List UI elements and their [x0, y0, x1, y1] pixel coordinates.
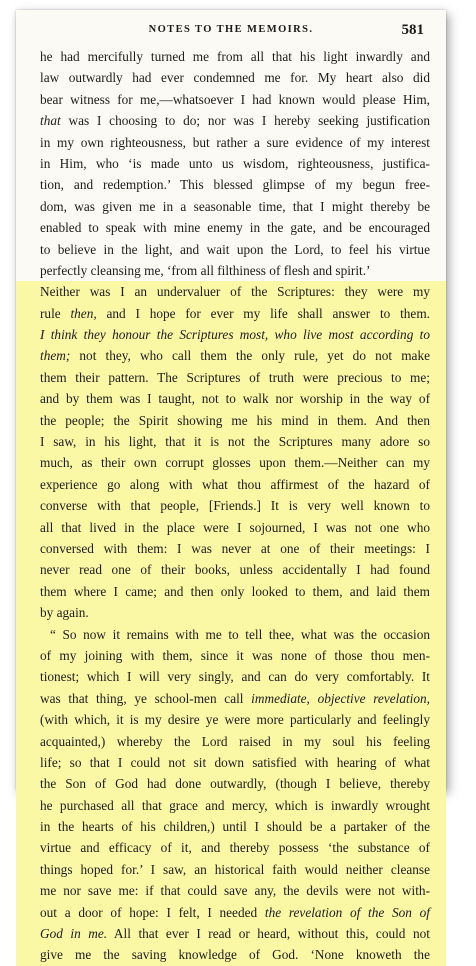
- italic-text: then,: [70, 305, 97, 321]
- text-line: [16, 89, 446, 110]
- text-segment: law outwardly had ever condemned me for. My heart also did: [40, 70, 430, 86]
- highlighted-text-line: [16, 602, 446, 623]
- text-segment: “ So now it remains with me to tell thee, what was the occasion: [50, 626, 430, 642]
- highlighted-text-line: [16, 645, 446, 666]
- header-title: NOTES TO THE MEMOIRS.: [148, 24, 314, 35]
- italic-text: that: [40, 113, 61, 129]
- highlighted-text-line: [16, 452, 446, 473]
- text-segment: never read one of their books, unless accidentally I had found: [40, 562, 430, 578]
- text-segment: Neither was I an undervaluer of the Scriptures: they were my: [40, 284, 430, 300]
- text-segment: bear witness for me,—whatsoever I had known would please Him,: [40, 91, 430, 107]
- highlighted-text-line: [16, 581, 446, 602]
- text-body: [16, 46, 446, 966]
- highlighted-text-line: [16, 709, 446, 730]
- highlighted-text-line: [16, 345, 446, 366]
- text-segment: converse with that people, [Friends.] It is very well known to: [40, 498, 430, 514]
- text-segment: and I hope for ever my life shall answer to them.: [96, 305, 430, 321]
- text-segment: All that ever I read or heard, without this, could not: [107, 926, 430, 942]
- text-segment: life; so that I could not sit down satisfied with hearing of what: [40, 754, 430, 770]
- text-segment: I saw, in his light, that it is not the Scriptures many adore so: [40, 434, 430, 450]
- highlighted-text-line: [16, 410, 446, 431]
- text-line: [16, 196, 446, 217]
- highlighted-text-line: [16, 624, 446, 645]
- italic-text: God in me.: [40, 926, 108, 942]
- text-segment: tion, and redemption.’ This blessed glimpse of my begun free-: [40, 177, 430, 193]
- text-segment: all that lived in the place were I sojourned, I was not one who: [40, 519, 430, 535]
- italic-text: immediate, objective revelation,: [251, 690, 430, 706]
- text-segment: not they, who call them the only rule, yet do not make: [70, 348, 430, 364]
- highlighted-text-line: [16, 474, 446, 495]
- text-line: [16, 260, 446, 281]
- text-segment: me nor save me: if that could save any, the devils were not with-: [40, 883, 430, 899]
- highlighted-text-line: [16, 559, 446, 580]
- page-number: 581: [401, 22, 424, 38]
- highlighted-text-line: [16, 495, 446, 516]
- highlighted-text-line: [16, 666, 446, 687]
- text-segment: the people; the Spirit showing me his mind in them. And then: [40, 412, 430, 428]
- text-line: [16, 110, 446, 131]
- highlighted-text-line: [16, 923, 446, 944]
- text-segment: in my own righteousness, but rather a sure evidence of my interest: [40, 134, 430, 150]
- text-line: [16, 239, 446, 260]
- text-line: [16, 153, 446, 174]
- highlighted-text-line: [16, 816, 446, 837]
- text-segment: by again.: [40, 605, 89, 621]
- text-segment: of my joining with them, since it was none of those thou men-: [40, 647, 430, 663]
- text-segment: them their pattern. The Scriptures of truth were precious to me;: [40, 369, 430, 385]
- running-header: [16, 24, 446, 40]
- italic-text: them;: [40, 348, 71, 364]
- text-line: [16, 174, 446, 195]
- text-segment: dom, was given me in a seasonable time, that I might thereby be: [40, 198, 430, 214]
- highlighted-text-line: [16, 303, 446, 324]
- text-segment: was I choosing to do; nor was I hereby seeking justification: [60, 113, 430, 129]
- highlighted-text-line: [16, 388, 446, 409]
- text-segment: in Him, who ‘is made unto us wisdom, righteousness, justifica-: [40, 155, 430, 171]
- text-line: [16, 217, 446, 238]
- book-page: [16, 10, 446, 963]
- text-segment: virtue and efficacy of it, and thereby possess ‘the substance of: [40, 840, 430, 856]
- text-segment: acquainted,) whereby the Lord raised in my soul his feeling: [40, 733, 430, 749]
- highlighted-text-line: [16, 281, 446, 302]
- text-line: [16, 132, 446, 153]
- text-segment: give me the saving knowledge of God. ‘None knoweth the: [40, 947, 430, 963]
- highlighted-text-line: [16, 859, 446, 880]
- highlighted-text-line: [16, 517, 446, 538]
- highlighted-text-line: [16, 795, 446, 816]
- text-segment: in the hearts of his children,) until I should be a partaker of the: [40, 819, 430, 835]
- text-segment: was that thing, ye school-men call: [40, 690, 252, 706]
- italic-text: I think they honour the Scriptures most, who live most according to: [40, 327, 430, 343]
- highlighted-text-line: [16, 773, 446, 794]
- highlighted-text-line: [16, 731, 446, 752]
- text-segment: the Son of God had done outwardly, (though I believe, thereby: [40, 776, 430, 792]
- text-segment: them where I came; and then only looked to them, and laid them: [40, 583, 430, 599]
- text-segment: (with which, it is my desire ye were more particularly and feelingly: [40, 712, 430, 728]
- highlighted-text-line: [16, 837, 446, 858]
- text-segment: tionest; which I will very singly, and can do very comfortably. It: [40, 669, 430, 685]
- text-segment: things hoped for.’ I saw, an historical faith would neither cleanse: [40, 861, 430, 877]
- text-segment: much, as their own corrupt glosses upon them.—Neither can my: [40, 455, 430, 471]
- highlighted-text-line: [16, 324, 446, 345]
- text-segment: out a door of hope: I felt, I needed: [40, 904, 265, 920]
- highlighted-text-line: [16, 752, 446, 773]
- highlighted-text-line: [16, 538, 446, 559]
- text-segment: enabled to speak with mine enemy in the gate, and be encouraged: [40, 220, 430, 236]
- highlighted-text-line: [16, 688, 446, 709]
- text-segment: rule: [40, 305, 71, 321]
- highlighted-text-line: [16, 431, 446, 452]
- highlighted-text-line: [16, 944, 446, 965]
- text-segment: he had mercifully turned me from all that his light inwardly and: [40, 49, 430, 64]
- text-segment: to believe in the light, and wait upon the Lord, to feel his virtue: [40, 241, 430, 257]
- italic-text: the revelation of the Son of: [264, 904, 431, 920]
- text-segment: he purchased all that grace and mercy, which is inwardly wrought: [40, 797, 430, 813]
- text-segment: and by them was I taught, not to walk nor worship in the way of: [40, 391, 430, 407]
- text-line: [16, 46, 446, 67]
- highlighted-text-line: [16, 902, 446, 923]
- highlighted-text-line: [16, 367, 446, 388]
- text-segment: perfectly cleansing me, ‘from all filthiness of flesh and spirit.’: [40, 262, 371, 278]
- highlighted-text-line: [16, 880, 446, 901]
- text-line: [16, 67, 446, 88]
- text-segment: experience go along with what thou affirmest of the hazard of: [40, 476, 430, 492]
- text-segment: conversed with them: I was never at one of their meetings: I: [40, 540, 430, 556]
